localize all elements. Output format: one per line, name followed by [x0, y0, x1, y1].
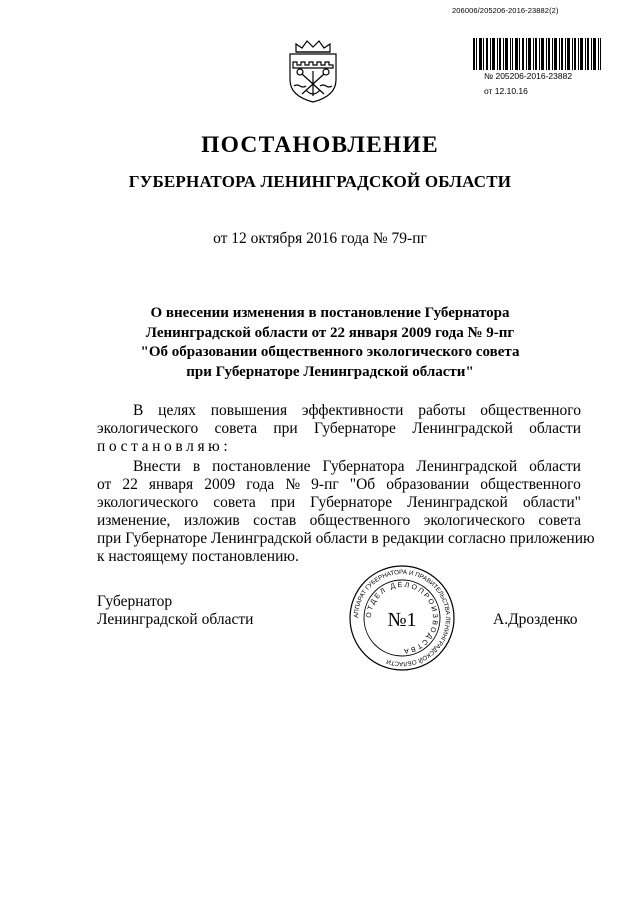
- word: экологического: [97, 494, 199, 511]
- justified-line: [97, 476, 581, 494]
- justified-line: [97, 512, 581, 530]
- line-text: к настоящему постановлению.: [97, 548, 299, 565]
- word: Ленинградской: [416, 458, 518, 475]
- word: Губернатора: [322, 458, 405, 475]
- word: области": [522, 494, 581, 511]
- word: экологического: [97, 420, 199, 437]
- word: В: [133, 402, 144, 419]
- document-id: 206006/205206-2016-23882(2): [452, 6, 559, 15]
- word: в: [192, 458, 201, 475]
- text-line: [97, 438, 581, 456]
- word: Ленинградской: [407, 494, 508, 511]
- paragraph-preamble: [97, 402, 581, 456]
- word: области: [529, 458, 581, 475]
- justified-line: [97, 458, 581, 476]
- word: при: [273, 420, 298, 437]
- word: января: [148, 476, 194, 493]
- word: года: [246, 476, 275, 493]
- justified-line: [97, 420, 581, 438]
- word: повышения: [210, 402, 288, 419]
- word: совета: [538, 512, 581, 529]
- word: 9-пг: [311, 476, 339, 493]
- text-line: [97, 548, 581, 566]
- signatory-region: Ленинградской области: [97, 611, 254, 628]
- signatory-position: Губернатор: [97, 593, 173, 610]
- word: 2009: [204, 476, 236, 493]
- document-title: ПОСТАНОВЛЕНИЕ: [201, 132, 439, 158]
- word: совета: [213, 494, 256, 511]
- stamp-inner-text: ОТДЕЛ ДЕЛОПРОИЗВОДСТВА: [365, 581, 439, 655]
- heading-line: О внесении изменения в постановление Губернатора: [150, 305, 510, 321]
- word: образовании: [386, 476, 470, 493]
- word: общественного: [480, 402, 581, 419]
- registration-date: от 12.10.16: [484, 86, 528, 96]
- justified-line: [97, 494, 581, 512]
- heading-line: "Об образовании общественного экологического совета: [140, 344, 520, 360]
- word: от: [97, 476, 112, 493]
- signatory-name: А.Дрозденко: [493, 611, 578, 628]
- word: Губернаторе: [313, 420, 396, 437]
- stamp-outer-text: АППАРАТ ГУБЕРНАТОРА И ПРАВИТЕЛЬСТВА ЛЕНИНГРАДСКОЙ ОБЛАСТИ: [352, 568, 452, 668]
- text-line: [97, 530, 595, 548]
- stamp-number: №1: [387, 609, 417, 631]
- word: состав: [253, 512, 297, 529]
- barcode-icon: [473, 38, 601, 70]
- word: Губернаторе: [310, 494, 393, 511]
- word: работы: [418, 402, 466, 419]
- word: изменение,: [97, 512, 171, 529]
- coat-of-arms-icon: [284, 38, 342, 104]
- resolution-heading: [40, 304, 620, 382]
- paragraph-operative: [97, 458, 595, 566]
- heading-line: при Губернаторе Ленинградской области": [186, 363, 474, 380]
- word: постановление: [212, 458, 311, 475]
- heading-line: Ленинградской области от 22 января 2009 года № 9-пг: [145, 324, 515, 341]
- word: совета: [214, 420, 258, 437]
- registration-number: № 205206-2016-23882: [484, 71, 573, 81]
- document-date-number: от 12 октября 2016 года № 79-пг: [213, 230, 427, 247]
- word: области: [529, 420, 581, 437]
- word: Ленинградской: [412, 420, 513, 437]
- word: "Об: [349, 476, 376, 493]
- word: 22: [122, 476, 138, 493]
- word: изложив: [183, 512, 240, 529]
- word: экологического: [423, 512, 525, 529]
- word: общественного: [480, 476, 581, 493]
- word: при: [270, 494, 296, 511]
- office-stamp-icon: [348, 564, 456, 672]
- justified-line: [97, 402, 581, 420]
- document-subtitle: ГУБЕРНАТОРА ЛЕНИНГРАДСКОЙ ОБЛАСТИ: [128, 172, 512, 191]
- word: целях: [158, 402, 196, 419]
- resolves-word: постановляю:: [97, 438, 232, 455]
- line-text: при Губернаторе Ленинградской области в редакции согласно приложению: [97, 530, 595, 547]
- word: №: [285, 476, 301, 493]
- word: Внести: [133, 458, 181, 475]
- word: эффективности: [301, 402, 404, 419]
- word: общественного: [309, 512, 411, 529]
